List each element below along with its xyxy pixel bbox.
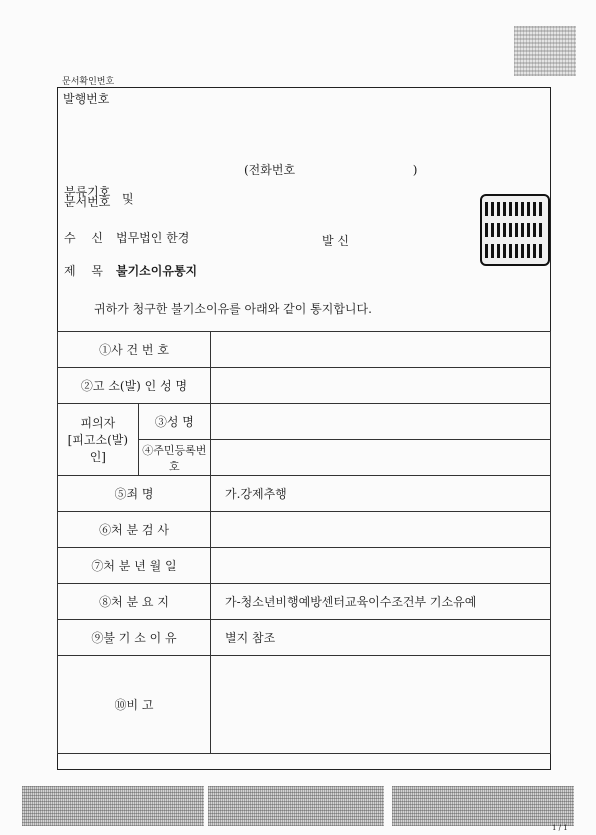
row-value: 가.강제추행 <box>211 476 551 512</box>
footer-barcode-middle <box>208 786 384 826</box>
subject-key: 제 목 <box>64 264 109 278</box>
row-value <box>211 512 551 548</box>
notice-table <box>57 331 551 754</box>
sender-label: 발 신 <box>322 234 349 248</box>
row-label: ⑧처 분 요 지 <box>58 584 211 620</box>
row-label: ⑨불 기 소 이 유 <box>58 620 211 656</box>
recipient-key: 수 신 <box>64 231 109 245</box>
row-label: ⑦처 분 년 월 일 <box>58 548 211 584</box>
table-row <box>58 656 551 754</box>
table-row <box>58 476 551 512</box>
classification-label: 분류기호 문서번호 <box>64 185 111 209</box>
official-seal <box>480 194 550 266</box>
subject-value: 불기소이유통지 <box>116 264 198 278</box>
row-value <box>211 440 551 476</box>
row-label: ⑩비 고 <box>58 656 211 754</box>
row-label: ⑤죄 명 <box>58 476 211 512</box>
recipient-value: 법무법인 한경 <box>116 231 190 245</box>
table-row <box>58 584 551 620</box>
row-label: ②고 소(발) 인 성 명 <box>58 368 211 404</box>
page-number: 1 / 1 <box>552 824 568 832</box>
doc-confirm-label: 문서확인번호 <box>62 77 115 87</box>
row-label: ④주민등록번호 <box>138 440 210 476</box>
row-label: ①사 건 번 호 <box>58 332 211 368</box>
row-label: ⑥처 분 검 사 <box>58 512 211 548</box>
row-value <box>211 368 551 404</box>
issue-number-label: 발행번호 <box>63 92 110 106</box>
footer-barcode-left <box>22 786 204 826</box>
document-stamp-top <box>514 26 576 76</box>
classification-and: 및 <box>122 192 134 206</box>
table-row <box>58 548 551 584</box>
footer-barcode-right <box>392 786 574 826</box>
phone-label: (전화번호 ) <box>244 163 418 177</box>
row-value <box>211 656 551 754</box>
intro-text: 귀하가 청구한 불기소이유를 아래와 같이 통지합니다. <box>94 302 372 316</box>
row-value <box>211 548 551 584</box>
row-value <box>211 332 551 368</box>
table-row <box>58 404 551 440</box>
suspect-group-label: 피의자 [피고소(발)인] <box>58 404 139 476</box>
table-row <box>58 512 551 548</box>
table-row <box>58 620 551 656</box>
row-label: ③성 명 <box>138 404 210 440</box>
row-value: 별지 참조 <box>211 620 551 656</box>
table-row <box>58 368 551 404</box>
row-value: 가-청소년비행예방센터교육이수조건부 기소유예 <box>211 584 551 620</box>
row-value <box>211 404 551 440</box>
table-row <box>58 332 551 368</box>
